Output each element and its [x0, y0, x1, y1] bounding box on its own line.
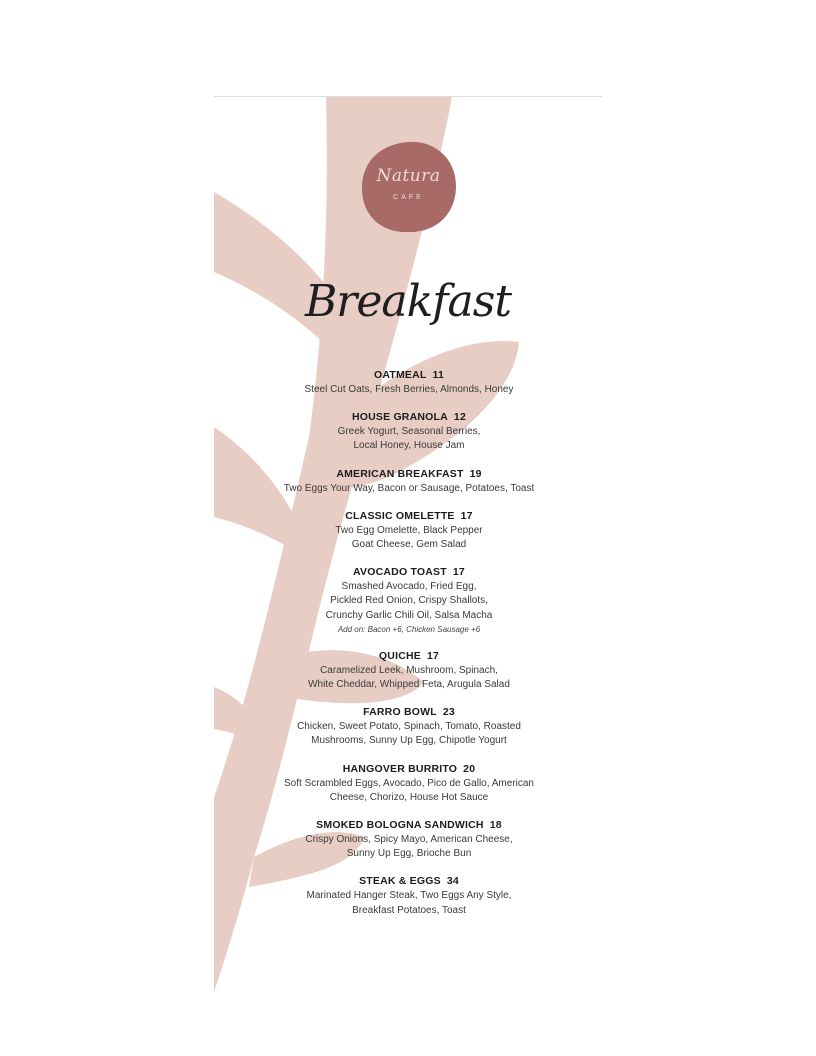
menu-item-description: Marinated Hanger Steak, Two Eggs Any Style, [306, 890, 512, 902]
menu-item-price: 12 [453, 411, 467, 424]
menu-item [270, 368, 548, 397]
menu-item-price: 23 [442, 706, 455, 719]
menu-item-price: 17 [460, 509, 473, 522]
menu-item-description: Sunny Up Egg, Brioche Bun [346, 848, 472, 860]
menu-item-description: Mushrooms, Sunny Up Egg, Chipotle Yogurt [311, 735, 507, 747]
menu-item-header [270, 509, 548, 524]
menu-item-price: 19 [469, 467, 482, 480]
menu-item-addon-note: Add on: Bacon +6, Chicken Sausage +6 [337, 624, 481, 634]
menu-item-header [270, 874, 548, 889]
menu-item-description: Smashed Avocado, Fried Egg, [341, 581, 477, 593]
menu-item-name: HOUSE GRANOLA [351, 411, 448, 424]
menu-item-description: Crispy Onions, Spicy Mayo, American Cheese, [305, 834, 513, 846]
menu-item-price: 17 [452, 566, 465, 579]
menu-item-description: Steel Cut Oats, Fresh Berries, Almonds, Honey [304, 384, 514, 395]
menu-item-description: White Cheddar, Whipped Feta, Arugula Salad [308, 679, 510, 691]
menu-item-price: 18 [489, 819, 502, 832]
menu-item-price: 20 [463, 762, 476, 775]
menu-item-description: Chicken, Sweet Potato, Spinach, Tomato, Roasted [297, 721, 521, 733]
menu-item-header [270, 467, 548, 482]
menu-item [270, 705, 548, 748]
menu-item-name: AVOCADO TOAST [353, 566, 447, 579]
menu-item-price: 34 [446, 875, 459, 888]
menu-item-description: Caramelized Leek, Mushroom, Spinach, [320, 664, 498, 676]
menu-item-description: Two Eggs Your Way, Bacon or Sausage, Potatoes, Toast [283, 482, 535, 494]
menu-item-header [270, 762, 548, 777]
menu-item [270, 410, 548, 453]
menu-item [270, 818, 548, 861]
menu-item-name: FARRO BOWL [363, 706, 437, 719]
menu-item-description: Pickled Red Onion, Crispy Shallots, [330, 595, 488, 607]
menu-item-price: 11 [432, 369, 445, 381]
menu-item-description: Soft Scrambled Eggs, Avocado, Pico de Gallo, American [284, 777, 534, 789]
menu-item [270, 509, 548, 552]
menu-item-description: Breakfast Potatoes, Toast [352, 904, 466, 916]
menu-item [270, 649, 548, 692]
logo-script-text: Natura [376, 166, 441, 186]
menu-item-header [270, 565, 548, 580]
menu-list [270, 368, 548, 931]
menu-item-header [270, 705, 548, 720]
menu-item [270, 467, 548, 496]
menu-item-header [270, 410, 548, 425]
menu-item-name: OATMEAL [373, 369, 427, 381]
menu-item-price: 17 [426, 649, 440, 662]
menu-item-description: Two Egg Omelette, Black Pepper [335, 524, 483, 536]
menu-item-header [270, 368, 548, 383]
menu-item-header [270, 818, 548, 833]
menu-item-name: AMERICAN BREAKFAST [336, 467, 464, 480]
page-title: Breakfast [304, 276, 512, 327]
menu-item-description: Crunchy Garlic Chili Oil, Salsa Macha [325, 609, 493, 621]
menu-item-name: HANGOVER BURRITO [342, 762, 458, 775]
menu-item [270, 874, 548, 917]
menu-item-description: Cheese, Chorizo, House Hot Sauce [329, 791, 489, 803]
menu-item-description: Greek Yogurt, Seasonal Berries, [337, 426, 481, 438]
logo-subtitle: CAFE [393, 194, 424, 201]
menu-item-name: SMOKED BOLOGNA SANDWICH [316, 819, 484, 832]
menu-item-header [270, 649, 548, 664]
menu-item-description: Local Honey, House Jam [353, 440, 465, 452]
menu-item [270, 762, 548, 805]
menu-item [270, 565, 548, 636]
menu-item-name: STEAK & EGGS [359, 875, 441, 888]
menu-item-name: CLASSIC OMELETTE [345, 509, 455, 522]
cafe-logo [360, 140, 457, 234]
menu-item-name: QUICHE [378, 649, 421, 662]
logo-blob [360, 140, 457, 234]
menu-item-description: Goat Cheese, Gem Salad [351, 539, 467, 551]
